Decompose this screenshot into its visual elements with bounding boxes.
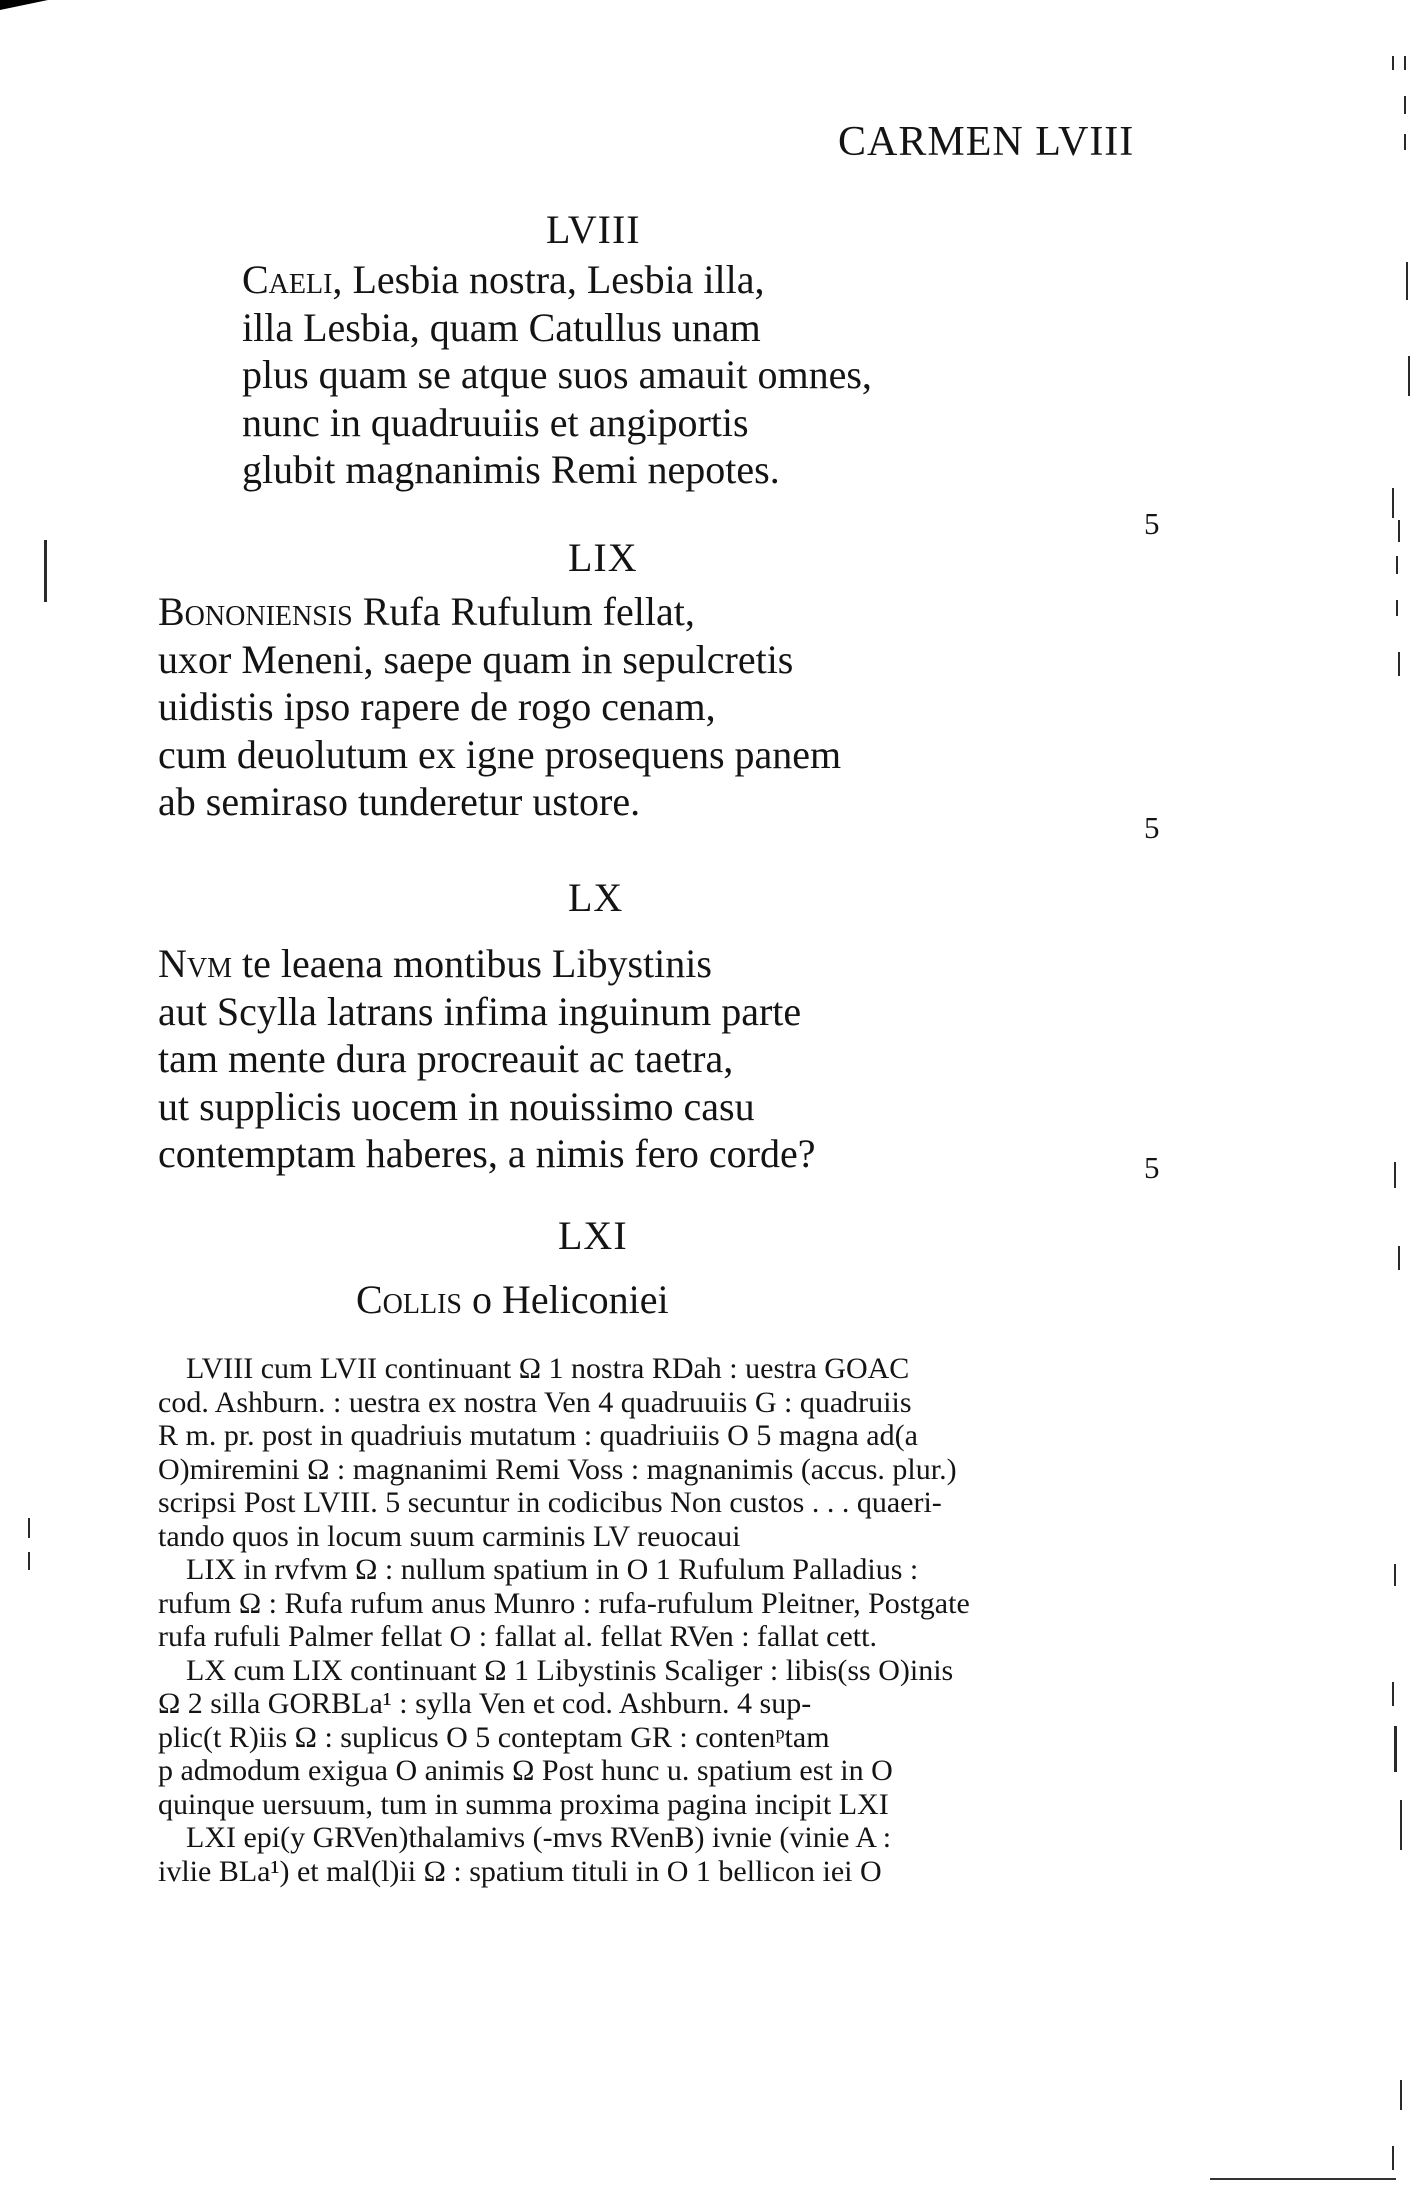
apparatus-line: rufa rufuli Palmer fellat O : fallat al. fellat RVen : fallat cett.: [158, 1620, 877, 1653]
line-number-lx: 5: [1144, 1150, 1160, 1185]
poem-title-lx: LX: [568, 875, 624, 920]
poem-line: illa Lesbia, quam Catullus unam: [242, 304, 761, 350]
apparatus: [158, 1352, 970, 1888]
scan-mark: [1400, 2080, 1402, 2110]
scan-mark: [1394, 1162, 1396, 1188]
scan-mark: [28, 1552, 30, 1570]
poem-line: uxor Meneni, saepe quam in sepulcretis: [158, 636, 794, 682]
poem-line: uidistis ipso rapere de rogo cenam,: [158, 684, 716, 729]
poem-line: plus quam se atque suos amauit omnes,: [242, 352, 872, 397]
apparatus-line: LX cum LIX continuant Ω 1 Libystinis Scaliger : libis(ss O)inis: [186, 1653, 954, 1687]
scan-mark: [1408, 356, 1410, 396]
running-head: CARMEN LVIII: [838, 119, 1135, 165]
poem-lx: [158, 940, 816, 1178]
apparatus-line: R m. pr. post in quadriuis mutatum : quadriuiis O 5 magna ad(a: [158, 1419, 918, 1452]
scan-mark: [1392, 2146, 1394, 2170]
poem-first-word: Caeli,: [242, 257, 343, 302]
apparatus-line: rufum Ω : Rufa rufum anus Munro : rufa-rufulum Pleitner, Postgate: [158, 1586, 970, 1620]
poem-line: Nvm te leaena montibus Libystinis: [158, 941, 712, 986]
poem-line: tam mente dura procreauit ac taetra,: [158, 1036, 734, 1081]
apparatus-line: LXI epi(y GRVen)thalamivs (-mvs RVenB) ivnie (vinie A :: [186, 1821, 892, 1854]
poem-lviii: [242, 256, 872, 494]
apparatus-line: scripsi Post LVIII. 5 secuntur in codicibus Non custos . . . quaeri-: [158, 1486, 942, 1519]
poem-title-lviii: LVIII: [546, 207, 641, 252]
apparatus-line: LIX in rvfvm Ω : nullum spatium in O 1 Rufulum Palladius :: [186, 1553, 919, 1586]
poem-line: Caeli, Lesbia nostra, Lesbia illa,: [242, 257, 765, 302]
scan-mark: [1392, 488, 1394, 518]
scan-mark: [1392, 1682, 1394, 1706]
poem-first-word: Collis: [356, 1277, 463, 1322]
poem-first-word: Bononiensis: [158, 589, 353, 634]
poem-line: nunc in quadruuiis et angiportis: [242, 399, 749, 445]
scan-mark: [1394, 1564, 1396, 1586]
apparatus-line: LVIII cum LVII continuant Ω 1 nostra RDah : uestra GOAC: [186, 1352, 910, 1385]
scan-mark: [1404, 134, 1406, 150]
scan-edge-rule: [1210, 2178, 1396, 2180]
scan-mark: [1396, 556, 1398, 574]
scan-mark: [28, 1518, 30, 1538]
scan-mark: [1398, 652, 1400, 676]
apparatus-line: tando quos in locum suum carminis LV reuocaui: [158, 1519, 741, 1553]
apparatus-line: Ω 2 silla GORBLa¹ : sylla Ven et cod. Ashburn. 4 sup-: [158, 1687, 812, 1720]
scan-corner-mark: [0, 0, 48, 10]
apparatus-line: quinque uersuum, tum in summa proxima pagina incipit LXI: [158, 1787, 889, 1821]
poem-line: cum deuolutum ex igne prosequens panem: [158, 731, 842, 777]
apparatus-line: O)miremini Ω : magnanimi Remi Voss : magnanimis (accus. plur.): [158, 1452, 957, 1486]
apparatus-line: ivlie BLa¹) et mal(l)ii Ω : spatium tituli in O 1 bellicon iei O: [158, 1854, 882, 1888]
scan-mark: [1396, 600, 1398, 616]
scan-mark: [1404, 96, 1406, 114]
scan-mark: [1398, 520, 1400, 542]
poem-line: glubit magnanimis Remi nepotes.: [242, 447, 780, 492]
poem-line: Collis o Heliconiei: [356, 1277, 669, 1322]
poem-first-word: Nvm: [158, 941, 233, 986]
poem-line: Bononiensis Rufa Rufulum fellat,: [158, 589, 695, 634]
scan-mark: [1392, 56, 1394, 70]
poem-line: contemptam haberes, a nimis fero corde?: [158, 1131, 816, 1176]
poem-line: ab semiraso tunderetur ustore.: [158, 779, 641, 824]
poem-title-lix: LIX: [568, 535, 638, 580]
poem-title-lxi: LXI: [558, 1213, 628, 1258]
scan-mark: [1406, 262, 1408, 300]
scan-mark: [1398, 1246, 1400, 1270]
poem-line: aut Scylla latrans infima inguinum parte: [158, 988, 802, 1034]
apparatus-line: p admodum exigua O animis Ω Post hunc u. spatium est in O: [158, 1754, 893, 1787]
scan-mark: [1404, 56, 1406, 70]
apparatus-line: plic(t R)iis Ω : suplicus O 5 conteptam GR : contenᵖtam: [158, 1720, 830, 1754]
apparatus-line: cod. Ashburn. : uestra ex nostra Ven 4 quadruuiis G : quadruiis: [158, 1385, 912, 1419]
line-number-lviii: 5: [1144, 506, 1160, 541]
scan-mark: [1394, 1726, 1397, 1772]
scan-mark: [44, 540, 47, 602]
line-number-lix: 5: [1144, 810, 1160, 845]
scan-mark: [1400, 1800, 1402, 1850]
poem-lix: [158, 588, 841, 826]
poem-line: ut supplicis uocem in nouissimo casu: [158, 1083, 755, 1129]
poem-lxi: [356, 1276, 669, 1324]
